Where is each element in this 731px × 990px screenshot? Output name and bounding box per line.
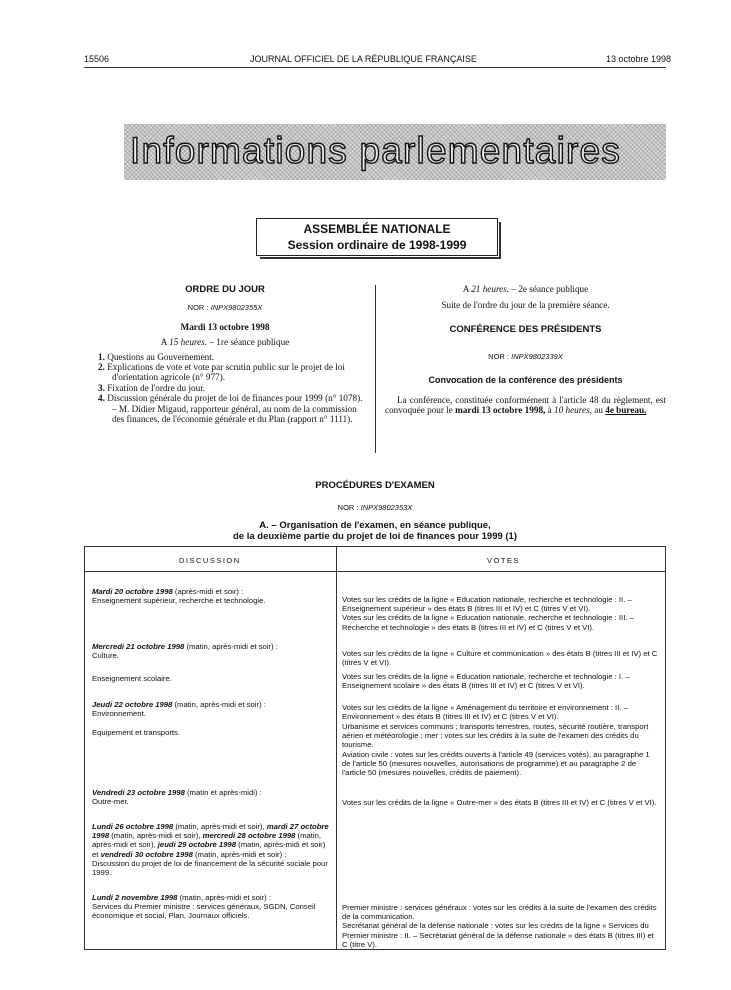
subtitle-line-1: A. – Organisation de l'examen, en séance publique, [259,520,491,531]
ordre-item: 2. Explications de vote et vote par scrutin public sur le projet de loi d'orientation agricole (n° 977). [98,362,345,383]
table-row: Mercredi 21 octobre 1998 (matin, après-midi et soir) : Culture. [92,642,278,661]
assembly-box [256,218,498,256]
ordre-item: 1. Questions au Gouvernement. [98,351,215,362]
ordre-du-jour [84,285,366,424]
table-header-rule [85,571,665,572]
second-seance [385,284,666,294]
issue-date: 13 octobre 1998 [606,54,672,64]
nor-label: NOR : [187,303,209,313]
procedures-title: PROCÉDURES D'EXAMEN [315,480,435,491]
table-column-divider [336,547,337,949]
table-row: Votes sur les crédits de la ligne « Culture et communication » des états B (titres III et IV) et C (titres V et VI). [342,649,658,668]
table-row: Votes sur les crédits de la ligne « Education nationale, recherche et technologie : I. – Enseignement scolaire » des états B (titres III et IV) et C (titres V et VI). [342,672,630,691]
table-row: Mardi 20 octobre 1998 (après-midi et soir) : Enseignement supérieur, recherche et technologie. [92,587,266,606]
nor-code: INPX9802353X [360,503,413,512]
ordre-items [84,352,366,425]
table-row: Vendredi 23 octobre 1998 (matin et après-midi) : Outre-mer. [92,788,262,807]
ordre-title: ORDRE DU JOUR [185,284,265,295]
nor-code: INPX9802339X [511,352,563,362]
conference-title: CONFÉRENCE DES PRÉSIDENTS [449,323,602,335]
page-number: 15506 [84,54,110,64]
convocation-title: Convocation de la conférence des présidents [428,374,623,385]
banner-title: Informations parlementaires [130,130,621,171]
header-rule [84,67,666,68]
ordre-date: Mardi 13 octobre 1998 [180,321,270,332]
col-votes-header: VOTES [487,556,520,565]
table-row: Lundi 2 novembre 1998 (matin, après-midi et soir) : Services du Premier ministre : services généraux, SGDN, Conseil économique et social, Plan, Journaux officiels. [92,893,316,921]
nor-label: NOR : [337,503,359,512]
conference-nor [385,352,666,362]
ordre-seance [84,337,366,347]
table-row: Lundi 26 octobre 1998 (matin, après-midi et soir), mardi 27 octobre 1998 (matin, après-midi et soir), mercredi 28 octobre 1998 (matin, après-midi et soir), jeudi 29 octobre 1998 (matin, après-midi et soir) et vendredi 30 octobre 1998 (matin, après-midi et soir) : Discussion du projet de loi de financement de la sécurité sociale pour 1999. [92,822,329,878]
convocation-body: La conférence, constituée conformément à l'article 48 du règlement, est convoquée pour le mardi 13 octobre 1998, à 10 heures, au 4e bureau. [385,395,666,416]
seance-prefix: A [160,337,167,348]
ordre-item: 3. Fixation de l'ordre du jour. [98,382,206,393]
seance-suffix: – 1re séance publique [209,337,290,348]
examen-table [84,546,666,950]
procedures-nor [84,503,666,512]
ordre-nor [84,303,366,313]
table-row: Jeudi 22 octobre 1998 (matin, après-midi et soir) : Environnement. [92,700,266,719]
table-row: Votes sur les crédits de la ligne « Aménagement du territoire et environnement : II. – Environnement » des états B (titres III et IV) et C (titres V et VI). [342,703,628,722]
table-row: Urbanisme et services communs ; transports terrestres, routes, sécurité routière, transport aérien et météorologie ; mer ; votes sur les crédits à la suite de l'examen des crédits du tourisme. Aviation civile : votes sur les crédits ouverts à l'article 49 (services votés), au paragraphe 1 de l'article 50 (mesures nouvelles, autorisations de programme) et au paragraphe 2 de l'article 50 (mesures nouvelles, crédits de paiement). [342,722,650,778]
session-title: Session ordinaire de 1998-1999 [287,238,467,252]
section-banner [124,124,666,180]
seance-time: 15 heures. [169,337,208,348]
table-row: Enseignement scolaire. [92,674,172,683]
table-row: Equipement et transports. [92,728,181,737]
table-row: Premier ministre : services généraux : votes sur les crédits à la suite de l'examen des crédits de la communication. Secrétariat général de la défense nationale : votes sur les crédits de la ligne « Services du Premier ministre : II. – Secrétariat général de la défense nationale » des états B (titres III) et C (titre V). [342,903,657,949]
col-discussion-header: DISCUSSION [179,556,241,565]
subtitle-line-2: de la deuxième partie du projet de loi de finances pour 1999 (1) [232,531,518,542]
suite-text: Suite de l'ordre du jour de la première séance. [441,300,610,311]
nor-code: INPX9802355X [210,303,263,313]
nor-label: NOR : [488,352,510,362]
procedures-subtitle [84,520,666,542]
column-divider [375,285,376,453]
ordre-item: 4. Discussion générale du projet de loi de finances pour 1999 (n° 1078). – M. Didier Migaud, rapporteur général, au nom de la commission des finances, de l'économie générale et du Plan (rapport n° 1111). [98,393,363,425]
journal-title: JOURNAL OFFICIEL DE LA RÉPUBLIQUE FRANÇAISE [250,54,477,64]
assembly-name: ASSEMBLÉE NATIONALE [303,222,451,236]
table-row: Votes sur les crédits de la ligne « Outre-mer » des états B (titres III et IV) et C (titres V et VI). [342,798,657,807]
seance-suffix: – 2e séance publique [511,284,589,294]
seance-time: 21 heures. [471,284,510,294]
seance-prefix: A [462,284,469,294]
table-row: Votes sur les crédits de la ligne « Education nationale, recherche et technologie : II. – Enseignement supérieur » des états B (titres III et IV) et C (titres V et VI). Votes sur les crédits de la ligne « Education nationale, recherche et technologie : III. – Recherche et technologie » des états B (titres III et IV) et C (titres V et VI). [342,595,634,632]
right-column [385,284,666,416]
